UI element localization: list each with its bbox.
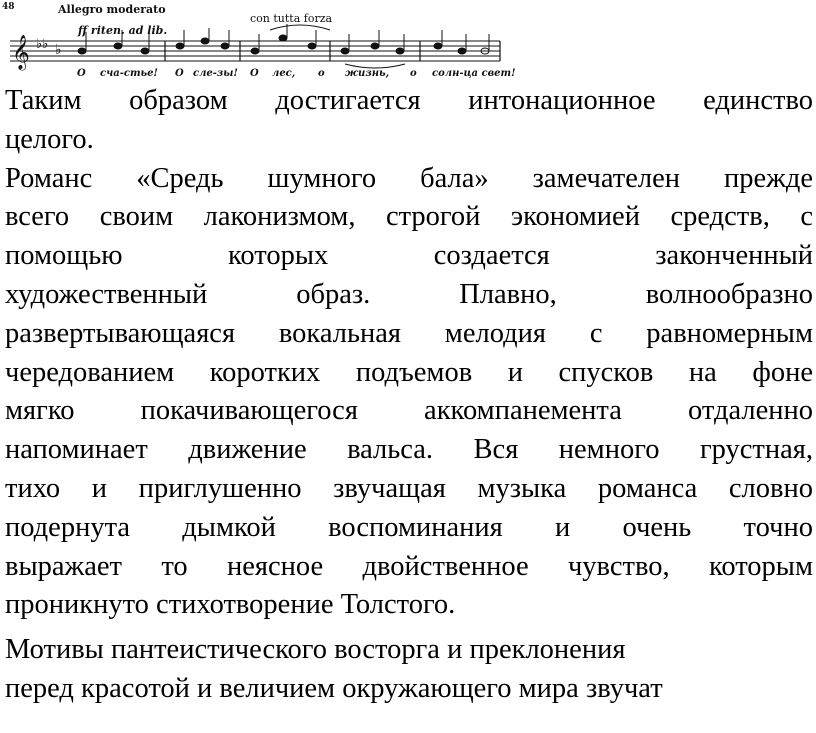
text-line: чередованием коротких подъемов и спусков на фоне	[5, 356, 813, 388]
lyric-syllable: О	[77, 68, 86, 79]
lyric-syllable: о	[318, 68, 325, 79]
clef-and-key-signature	[12, 35, 62, 71]
text-line: Романс «Средь шумного бала» замечателен прежде	[5, 162, 813, 194]
tempo-marking: Allegro moderato	[58, 3, 166, 16]
text-line: всего своим лаконизмом, строгой экономией средств, с	[5, 201, 813, 233]
lyric-syllable: сле-зы!	[193, 68, 238, 79]
svg-text:♭: ♭	[55, 42, 62, 58]
text-line: выражает то неясное двойственное чувство, которым	[5, 550, 813, 582]
page-number: 48	[2, 2, 15, 12]
text-line: развертывающаяся вокальная мелодия с равномерным	[5, 317, 813, 349]
text-line: тихо и приглушенно звучащая музыка романса словно	[5, 472, 813, 504]
text-line: напоминает движение вальса. Вся немного грустная,	[5, 434, 813, 466]
paragraph-intro	[5, 82, 813, 160]
lyric-syllable: лес,	[272, 68, 296, 79]
dynamics-marking: ff riten. ad lib.	[78, 24, 168, 37]
svg-text:♭♭: ♭♭	[36, 37, 49, 52]
text-line: мягко покачивающегося аккомпанемента отдаленно	[5, 395, 813, 427]
music-score-excerpt	[0, 0, 520, 82]
paragraph-motifs	[5, 631, 813, 709]
lyric-syllable: О	[175, 68, 184, 79]
text-line: целого.	[5, 123, 94, 155]
text-line: перед красотой и величием окружающего мира звучат	[5, 672, 663, 704]
lyric-syllable: солн-ца свет!	[432, 68, 516, 79]
text-line: подернута дымкой воспоминания и очень точно	[5, 511, 813, 543]
text-line: Таким образом достигается интонационное единство	[5, 85, 813, 116]
body-text	[5, 82, 813, 709]
lyric-syllable: О	[250, 68, 259, 79]
text-line: помощью которых создается законченный	[5, 240, 813, 272]
svg-text:𝄞: 𝄞	[12, 35, 30, 70]
expression-marking: con tutta forza	[250, 12, 333, 25]
text-line: Мотивы пантеистического восторга и преклонения	[5, 634, 626, 666]
lyric-syllable: о	[410, 68, 417, 79]
lyric-syllable: сча-стье!	[100, 68, 158, 79]
text-line: художественный образ. Плавно, волнообразно	[5, 278, 813, 310]
text-line: проникнуто стихотворение Толстого.	[5, 589, 456, 621]
lyric-syllable: жизнь,	[345, 68, 390, 79]
lyrics	[77, 68, 516, 79]
paragraph-romance	[5, 160, 813, 626]
